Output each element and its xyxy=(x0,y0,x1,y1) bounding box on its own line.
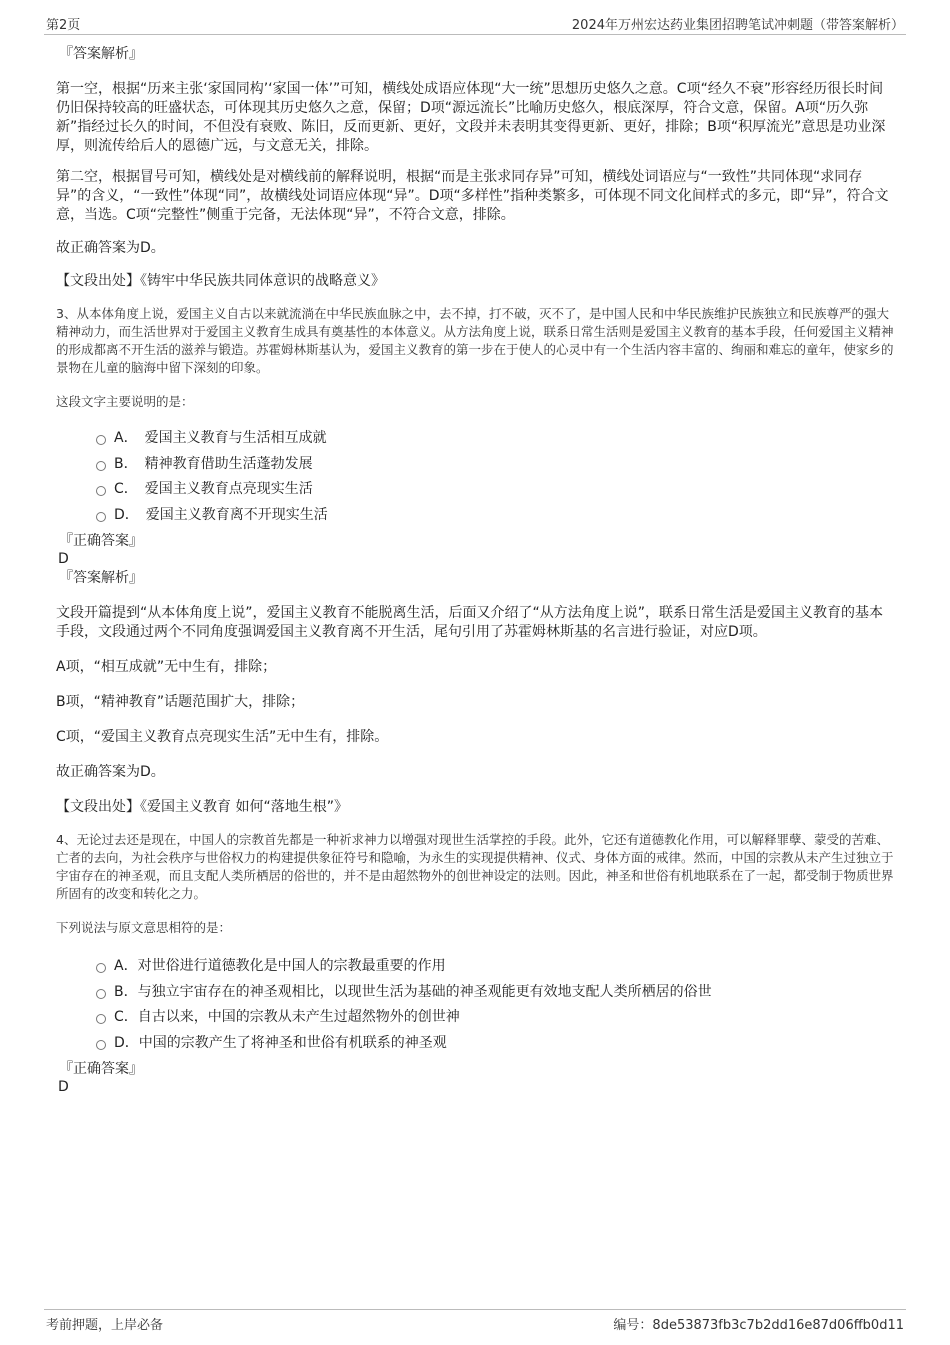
q3-option-b-label: B． 精神教育借助生活蓬勃发展 xyxy=(114,455,313,472)
q4-option-a[interactable] xyxy=(96,957,896,983)
q3-option-a[interactable] xyxy=(96,429,896,455)
q3-analysis-option-c: C项，“爱国主义教育点亮现实生活”无中生有，排除。 xyxy=(56,729,389,745)
q2-analysis-paragraph-1: 第一空，根据“历来主张‘家国同构’‘家国一体’”可知，横线处成语应体现“大一统”思想历史悠久之意。C项“经久不衰”形容经历很长时间仍旧保持较高的旺盛状态，可体现其历史悠久之意，保留；D项“源远流长”比喻历史悠久，根底深厚，符合文意，保留。A项“历久弥新”指经过长久的时间，不但没有衰败、陈旧，反而更新、更好，文段并未表明其变得更新、更好，排除；B项“积厚流光”意思是功业深厚，则流传给后人的恩德广远，与文意无关，排除。 xyxy=(56,81,886,154)
q3-source: 【文段出处】《爱国主义教育 如何“落地生根”》 xyxy=(56,799,348,815)
q2-analysis-title: 『答案解析』 xyxy=(59,46,143,62)
radio-icon[interactable] xyxy=(96,435,106,445)
page-header xyxy=(44,12,906,35)
q3-passage: 3、从本体角度上说，爱国主义自古以来就流淌在中华民族血脉之中，去不掉，打不破，灭不了，是中国人民和中华民族维护民族独立和民族尊严的强大精神动力，而生活世界对于爱国主义教育生成具有奠基性的本体意义。从方法角度上说，联系日常生活则是爱国主义教育的基本手段，任何爱国主义精神的形成都离不开生活的滋养与锻造。苏霍姆林斯基认为，爱国主义教育的第一步在于使人的心灵中有一个生活内容丰富的、绚丽和难忘的童年，使家乡的景物在儿童的脑海中留下深刻的印象。 xyxy=(56,306,894,375)
q4-option-a-label: A．对世俗进行道德教化是中国人的宗教最重要的作用 xyxy=(114,958,446,974)
q3-answer-title: 『正确答案』 xyxy=(59,533,143,549)
q4-option-d[interactable] xyxy=(96,1034,896,1060)
q4-option-c[interactable] xyxy=(96,1008,896,1034)
q3-option-d-label: D． 爱国主义教育离不开现实生活 xyxy=(114,506,328,523)
q4-prompt: 下列说法与原文意思相符的是： xyxy=(56,920,232,935)
q3-analysis-paragraph-1: 文段开篇提到“从本体角度上说”，爱国主义教育不能脱离生活，后面又介绍了“从方法角度上说”，联系日常生活是爱国主义教育的基本手段，文段通过两个不同角度强调爱国主义教育离不开生活，尾句引用了苏霍姆林斯基的名言进行验证，对应D项。 xyxy=(56,605,884,640)
radio-icon[interactable] xyxy=(96,512,106,522)
q3-option-c[interactable] xyxy=(96,480,896,506)
q3-prompt: 这段文字主要说明的是： xyxy=(56,394,194,409)
document-serial: 编号：8de53873fb3c7b2dd16e87d06ffb0d11 xyxy=(613,1318,904,1333)
q2-conclusion: 故正确答案为D。 xyxy=(56,240,165,256)
q3-option-b[interactable] xyxy=(96,455,896,481)
q4-option-b-label: B．与独立宇宙存在的神圣观相比，以现世生活为基础的神圣观能更有效地支配人类所栖居的俗世 xyxy=(114,983,712,1000)
radio-icon[interactable] xyxy=(96,963,106,973)
q3-analysis-option-a: A项，“相互成就”无中生有，排除； xyxy=(56,659,277,675)
radio-icon[interactable] xyxy=(96,1040,106,1050)
q3-answer: D xyxy=(58,551,69,567)
radio-icon[interactable] xyxy=(96,1014,106,1024)
q3-option-d[interactable] xyxy=(96,506,896,532)
q4-answer: D xyxy=(58,1079,69,1095)
radio-icon[interactable] xyxy=(96,989,106,999)
q4-option-d-label: D．中国的宗教产生了将神圣和世俗有机联系的神圣观 xyxy=(114,1034,447,1051)
document-title: 2024年万州宏达药业集团招聘笔试冲刺题（带答案解析） xyxy=(571,18,904,33)
q3-options xyxy=(96,429,896,531)
radio-icon[interactable] xyxy=(96,461,106,471)
q4-answer-title: 『正确答案』 xyxy=(59,1061,143,1077)
footer-slogan: 考前押题，上岸必备 xyxy=(46,1318,164,1333)
q3-option-a-label: A． 爱国主义教育与生活相互成就 xyxy=(114,430,327,446)
q4-option-b[interactable] xyxy=(96,983,896,1009)
q3-conclusion: 故正确答案为D。 xyxy=(56,764,165,780)
q3-analysis-option-b: B项，“精神教育”话题范围扩大，排除； xyxy=(56,694,305,710)
q4-option-c-label: C．自古以来，中国的宗教从未产生过超然物外的创世神 xyxy=(114,1009,460,1025)
q4-passage: 4、无论过去还是现在，中国人的宗教首先都是一种祈求神力以增强对现世生活掌控的手段。此外，它还有道德教化作用，可以解释罪孽、蒙受的苦难、亡者的去向，为社会秩序与世俗权力的构建提供象征符号和隐喻，为永生的实现提供精神、仪式、身体方面的戒律。然而，中国的宗教从未产生过独立于宇宙存在的神圣观，而且支配人类所栖居的俗世的，并不是由超然物外的创世神设定的法则。因此，神圣和世俗有机地联系在了一起，都受制于物质世界所固有的改变和转化之力。 xyxy=(56,832,894,901)
radio-icon[interactable] xyxy=(96,486,106,496)
page-footer xyxy=(44,1309,906,1332)
main-content xyxy=(56,44,896,1096)
q3-option-c-label: C． 爱国主义教育点亮现实生活 xyxy=(114,481,313,497)
q4-options xyxy=(96,957,896,1059)
q3-analysis-title: 『答案解析』 xyxy=(59,570,143,586)
q2-source: 【文段出处】《铸牢中华民族共同体意识的战略意义》 xyxy=(56,273,385,289)
q2-analysis-paragraph-2: 第二空，根据冒号可知，横线处是对横线前的解释说明，根据“而是主张求同存异”可知，横线处词语应与“一致性”共同体现“求同存异”的含义，“一致性”体现“同”，故横线处词语应体现“异”。D项“多样性”指种类繁多，可体现不同文化间样式的多元，即“异”，符合文意，当选。C项“完整性”侧重于完备，无法体现“异”，不符合文意，排除。 xyxy=(56,169,889,223)
page-number: 第2页 xyxy=(46,18,81,33)
